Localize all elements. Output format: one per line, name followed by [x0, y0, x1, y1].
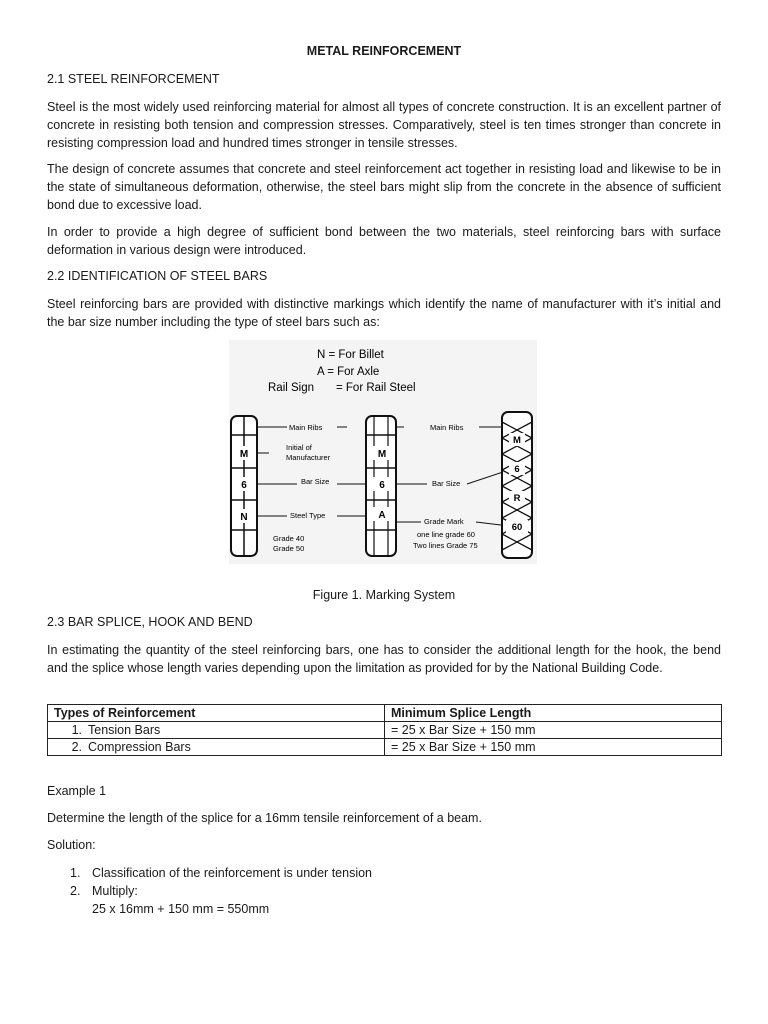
steel-bar-2 — [366, 416, 396, 556]
list-number: 1. — [70, 866, 81, 880]
table-cell-type — [48, 722, 385, 739]
list-number: 2. — [70, 884, 81, 898]
paragraph-identification: Steel reinforcing bars are provided with distinctive markings which identify the name of manufacturer with it’s initial and the bar size number including the type of steel bars such as: — [47, 297, 721, 329]
label-grade-50: Grade 50 — [273, 544, 305, 553]
label-main-ribs-1: Main Ribs — [289, 423, 323, 432]
row-type-label: Tension Bars — [88, 723, 161, 737]
legend-rail-value: = For Rail Steel — [336, 382, 416, 394]
table-row — [48, 739, 722, 756]
list-text: Classification of the reinforcement is under tension — [92, 866, 373, 880]
row-number: 1. — [71, 723, 82, 737]
bar2-mark-m: M — [377, 449, 387, 460]
section-heading-splice: 2.3 BAR SPLICE, HOOK AND BEND — [47, 615, 253, 629]
paragraph-steel-intro: Steel is the most widely used reinforcing material for almost all types of concrete construction. It is an excellent partner of concrete in resisting both tension and compression stresses. Comparatively, steel is ten times stronger than concrete in resisting compression load and hundred times stronger in tensile stresses. — [47, 100, 721, 150]
label-grade-mark: Grade Mark — [424, 517, 464, 526]
legend-rail-label: Rail Sign — [268, 382, 315, 394]
label-manufacturer: Manufacturer — [286, 453, 331, 462]
section-heading-steel-reinforcement: 2.1 STEEL REINFORCEMENT — [47, 72, 220, 86]
row-number: 2. — [71, 740, 82, 754]
label-two-lines-grade-75: Two lines Grade 75 — [413, 541, 478, 550]
row-type-label: Compression Bars — [88, 740, 191, 754]
bar3-mark-m: M — [513, 435, 521, 446]
bar1-mark-m: M — [239, 449, 249, 460]
list-text: Multiply: — [92, 884, 138, 898]
paragraph-splice: In estimating the quantity of the steel reinforcing bars, one has to consider the additional length for the hook, the bend and the splice whose length varies depending upon the limitation as provided for by the National Building Code. — [47, 643, 721, 675]
page-title: METAL REINFORCEMENT — [306, 44, 462, 58]
bar1-mark-n: N — [240, 512, 248, 523]
label-grade-40: Grade 40 — [273, 534, 305, 543]
paragraph-bond: In order to provide a high degree of sufficient bond between the two materials, steel reinforcing bars with surface deformation in various design were introduced. — [47, 225, 721, 257]
steel-bar-1 — [231, 416, 257, 556]
bar2-mark-6: 6 — [379, 480, 385, 491]
table-cell-length: = 25 x Bar Size + 150 mm — [385, 722, 722, 739]
bar1-mark-6: 6 — [241, 480, 247, 491]
table-cell-type — [48, 739, 385, 756]
paragraph-design-assumption: The design of concrete assumes that concrete and steel reinforcement act together in resisting load and likewise to be in the state of simultaneous deformation, otherwise, the steel bars might slip from the concrete in the absence of sufficient bond due to excessive load. — [47, 162, 721, 212]
list-item — [70, 866, 372, 880]
table-header-length: Minimum Splice Length — [385, 705, 722, 722]
table-cell-length: = 25 x Bar Size + 150 mm — [385, 739, 722, 756]
bar3-mark-r: R — [513, 493, 521, 504]
label-one-line-grade-60: one line grade 60 — [417, 530, 475, 539]
label-initial: Initial of — [286, 443, 312, 452]
label-steel-type: Steel Type — [290, 511, 326, 520]
table-header-row — [48, 705, 722, 722]
label-main-ribs-2: Main Ribs — [430, 423, 464, 432]
table-row — [48, 722, 722, 739]
label-bar-size-1: Bar Size — [301, 477, 330, 486]
bar3-mark-6: 6 — [514, 464, 520, 475]
calculation: 25 x 16mm + 150 mm = 550mm — [92, 902, 270, 916]
list-item — [70, 884, 138, 898]
label-bar-size-2: Bar Size — [432, 479, 461, 488]
example-question: Determine the length of the splice for a 16mm tensile reinforcement of a beam. — [47, 811, 482, 825]
solution-label: Solution: — [47, 838, 96, 852]
marking-system-figure — [229, 340, 537, 564]
section-heading-identification: 2.2 IDENTIFICATION OF STEEL BARS — [47, 269, 268, 283]
figure-caption: Figure 1. Marking System — [312, 588, 456, 602]
bar3-mark-60: 60 — [511, 522, 523, 533]
table-header-type: Types of Reinforcement — [48, 705, 385, 722]
steel-bar-3 — [502, 412, 532, 558]
example-heading: Example 1 — [47, 784, 107, 798]
bar2-mark-a: A — [378, 510, 386, 521]
splice-length-table — [47, 704, 722, 756]
legend-billet: N = For Billet — [317, 349, 384, 361]
legend-axle: A = For Axle — [317, 366, 380, 378]
